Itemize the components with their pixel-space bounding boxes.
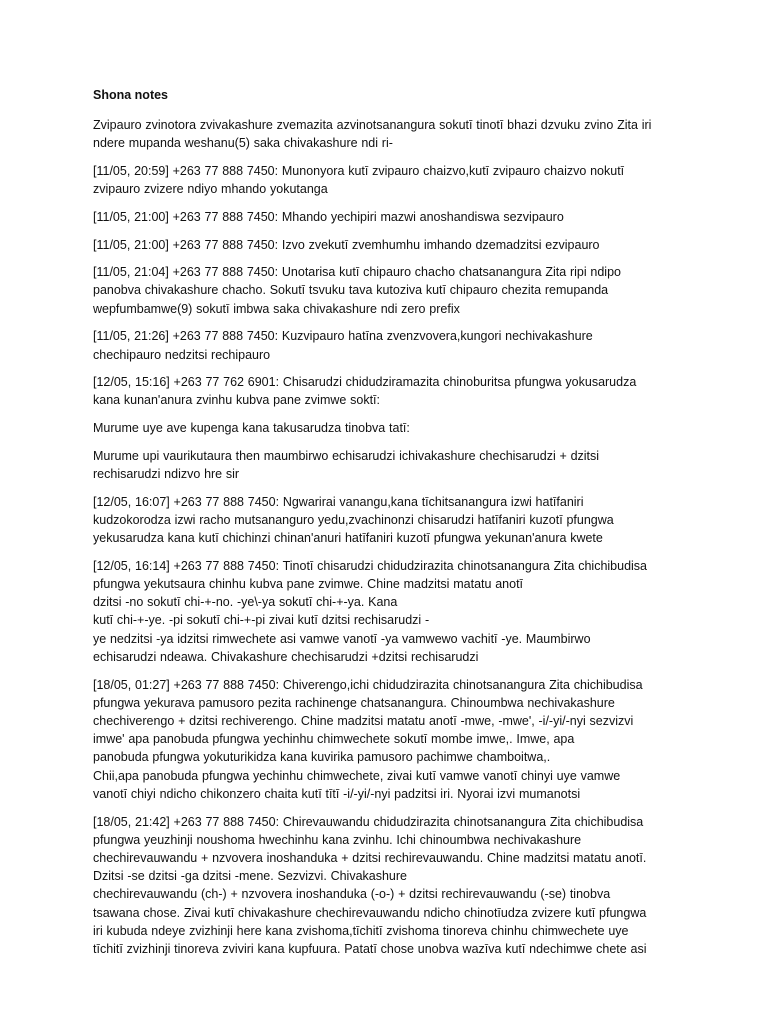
message-paragraph: [11/05, 21:00] +263 77 888 7450: Izvo zvekutī zvemhumhu imhando dzemadzitsi ezvipauro	[93, 237, 600, 252]
paragraph-example: Murume upi vaurikutaura then maumbirwo echisarudzi ichivakashure chechisarudzi + dzitsi rechisarudzi ndizvo hre sir	[93, 448, 600, 482]
message-paragraph: [18/05, 01:27] +263 77 888 7450: Chiverengo,ichi chidudzirazita chinotsanangura Zita chichibudisa pfungwa yekurava pamusoro pezita rachinenge chatsanangura. Chinoumbwa nechivakashure chechiverengo + dzitsi rechiverengo. Chine madzitsi matatu anotī -mwe, -mwe', -i/-yi/-nyi sezvizvi imwe' apa panobuda pfungwa yechinhu chimwechete sokutī mombe imwe,. Imwe, apa panobuda pfungwa yokuturikidza kana kuvirika pamusoro pachimwe chamboitwa,. Chii,apa panobuda pfungwa yechinhu chimwechete, zivai kutī vamwe vanotī chinyi uye vamwe vanotī chiyi ndicho chikonzero chaita kutī tītī -i/-yi/-nyi padzitsi iri. Nyorai izvi mumanotsi	[93, 677, 643, 801]
document-page	[93, 86, 683, 968]
paragraph-intro: Zvipauro zvinotora zvivakashure zvemazita azvinotsanangura sokutī tinotī bhazi dzvuku zvino Zita iri ndere mupanda weshanu(5) saka chivakashure ndi ri-	[93, 118, 652, 151]
message-paragraph: [18/05, 21:42] +263 77 888 7450: Chirevauwandu chidudzirazita chinotsanangura Zita chichibudisa pfungwa yeuzhinji noushoma hwechinhu kana zvinhu. Ichi chinoumbwa nechivakashure chechirevauwandu + nzvovera inoshanduka + dzitsi rechirevauwandu. Chine madzitsi matatu anotī. Dzitsi -se dzitsi -ga dzitsi -mene. Sezvizvi. Chivakashure chechirevauwandu (ch-) + nzvovera inoshanduka (-o-) + dzitsi rechirevauwandu (-se) tinobva tsawana chose. Zivai kutī chivakashure chechirevauwandu ndicho chinotīudza zvizere kutī pfungwa iri kubuda ndeye zvizhinji here kana zvishoma,tīchitī zvishoma tinoreva chinhu chimwechete uye tīchitī zvizhinji tinoreva zviviri kana kupfuura. Patatī chose unobva wazīva kutī ndechimwe chete asi	[93, 814, 647, 956]
message-paragraph: [11/05, 20:59] +263 77 888 7450: Munonyora kutī zvipauro chaizvo,kutī zvipauro chaizvo nokutī zvipauro zvizere ndiyo mhando yokutanga	[93, 163, 625, 197]
message-paragraph: [11/05, 21:26] +263 77 888 7450: Kuzvipauro hatīna zvenzvovera,kungori nechivakashure chechipauro nedzitsi rechipauro	[93, 329, 593, 362]
message-paragraph: [12/05, 16:07] +263 77 888 7450: Ngwarirai vanangu,kana tīchitsanangura izwi hatīfaniri kudzokorodza izwi racho mutsananguro yedu,zvachinonzi chisarudzi hatīfaniri kuzotī pfungwa yekusarudza kana kutī chichinzi chinan'anuri hatīfaniri kuzotī pfungwa yekunan'anura kwete	[93, 494, 614, 546]
message-paragraph: [11/05, 21:04] +263 77 888 7450: Unotarisa kutī chipauro chacho chatsanangura Zita ripi ndipo panobva chivakashure chacho. Sokutī tsvuku tava kutoziva kutī chipauro chezita remupanda wepfumbamwe(9) sokutī imbwa saka chivakashure ndi zero prefix	[93, 265, 621, 316]
document-title: Shona notes	[93, 88, 169, 102]
message-paragraph: [12/05, 16:14] +263 77 888 7450: Tinotī chisarudzi chidudzirazita chinotsanangura Zita chichibudisa pfungwa yekutsaura chinhu kubva pane zvimwe. Chine madzitsi matatu anotī dzitsi -no sokutī chi-+-no. -ye\-ya sokutī chi-+-ya. Kana kutī chi-+-ye. -pi sokutī chi-+-pi zivai kutī dzitsi rechisarudzi - ye nedzitsi -ya idzitsi rimwechete asi vamwe vanotī -ya vamwewo vachitī -ye. Maumbirwo echisarudzi ndeawa. Chivakashure chechisarudzi +dzitsi rechisarudzi	[93, 558, 648, 664]
message-paragraph: [11/05, 21:00] +263 77 888 7450: Mhando yechipiri mazwi anoshandiswa sezvipauro	[93, 209, 564, 224]
paragraph-example: Murume uye ave kupenga kana takusarudza tinobva tatī:	[93, 421, 410, 436]
message-paragraph: [12/05, 15:16] +263 77 762 6901: Chisarudzi chidudziramazita chinoburitsa pfungwa yokusarudza kana kunan'anura zvinhu kubva pane zvimwe soktī:	[93, 375, 637, 408]
